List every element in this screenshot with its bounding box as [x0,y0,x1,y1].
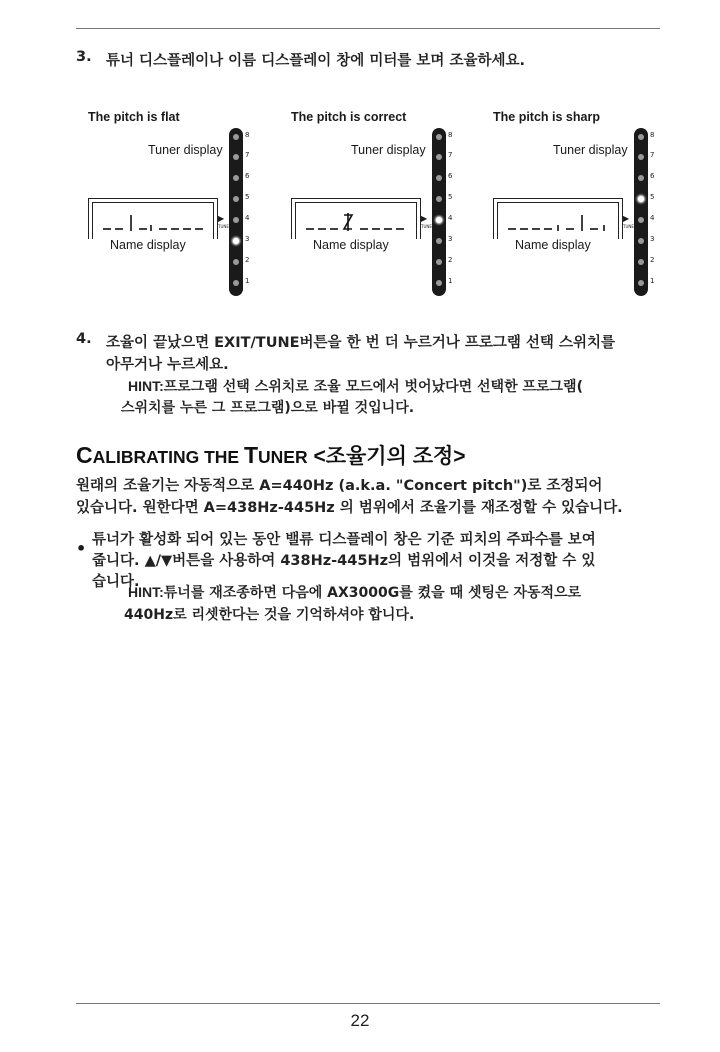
hint-line-2: 스위치를 누른 그 프로그램)으로 바뀔 것입니다. [121,400,415,416]
lcd-display [291,198,421,239]
led-1 [233,280,239,286]
lcd-display [88,198,218,239]
led-5 [436,196,442,202]
diagram-title: The pitch is flat [88,110,180,124]
name-display-label: Name display [110,238,186,252]
step-4-line-1: 조율이 끝났으면 EXIT/TUNE버튼을 한 번 더 누르거나 프로그램 선택 스위치를 [106,335,615,351]
led-8 [436,134,442,140]
led-4 [638,217,644,223]
led-number: 1 [650,277,655,285]
led-1 [638,280,644,286]
led-7 [233,154,239,160]
tuner-meter-graphic [494,199,622,239]
tuner-meter-graphic [89,199,217,239]
bottom-rule [76,1003,660,1004]
tuner-display-label: Tuner display [351,143,426,157]
led-number: 8 [650,131,655,139]
step-4-hint [128,376,583,396]
lcd-display [493,198,623,239]
led-strip [229,128,250,296]
led-number: 7 [448,151,453,159]
led-number: 6 [245,172,250,180]
top-rule [76,28,660,29]
diagram-flat [88,108,268,298]
para-2-line-3: 습니다. [92,574,140,590]
heading-cap-c: C [76,442,93,468]
led-number: 3 [650,235,655,243]
led-8 [233,134,239,140]
para-2-line-2: 줍니다. ▲/▼버튼을 사용하여 438Hz-445Hz의 범위에서 이것을 저정할 수 있 [92,553,596,569]
para-1-line-2: 있습니다. 원한다면 A=438Hz-445Hz 의 범위에서 조율기를 재조정할 수 있습니다. [76,500,623,516]
tuner-display-label: Tuner display [148,143,223,157]
heading-cap-t: T [243,442,259,468]
diagram-title: The pitch is sharp [493,110,600,124]
hint-line-1: 튜너를 재조종하면 다음에 AX3000G를 켰을 때 셋팅은 자동적으로 [163,585,582,601]
tune-mark: TUNE [218,224,229,229]
led-strip [634,128,655,296]
heading-korean: <조율기의 조정> [307,445,466,468]
led-6 [638,175,644,181]
led-number: 5 [650,193,655,201]
led-2 [233,259,239,265]
led-number: 8 [448,131,453,139]
diagram-sharp [493,108,673,298]
led-number: 4 [650,214,655,222]
diagram-title: The pitch is correct [291,110,407,124]
led-5-lit [638,196,644,202]
led-3 [436,238,442,244]
heading-part-2: UNER [258,447,308,467]
step-3-number: 3. [76,49,92,65]
led-number: 4 [448,214,453,222]
led-number: 8 [245,131,250,139]
led-7 [436,154,442,160]
led-5 [233,196,239,202]
step-3-text: 튜너 디스플레이나 이름 디스플레이 창에 미터를 보며 조율하세요. [106,53,526,69]
led-4-lit [436,217,442,223]
led-number: 3 [245,235,250,243]
name-display-label: Name display [313,238,389,252]
para-2-line-1: 튜너가 활성화 되어 있는 동안 밸류 디스플레이 창은 기준 피치의 주파수를 보여 [92,532,596,548]
section-heading [76,440,466,470]
led-number: 5 [448,193,453,201]
led-number: 3 [448,235,453,243]
led-1 [436,280,442,286]
name-display-label: Name display [515,238,591,252]
led-number: 4 [245,214,250,222]
led-number: 6 [650,172,655,180]
led-2 [638,259,644,265]
hint-line-2: 440Hz로 리셋한다는 것을 기억하셔야 합니다. [124,607,415,623]
led-number: 7 [245,151,250,159]
pointer-arrow-icon: ▶ [218,214,225,223]
step-4-number: 4. [76,331,92,347]
tune-mark: TUNE [623,224,634,229]
led-number: 7 [650,151,655,159]
page-number: 22 [350,1011,370,1030]
led-2 [436,259,442,265]
pointer-arrow-icon: ▶ [421,214,428,223]
para-2-hint [128,582,581,602]
tune-mark: TUNE [421,224,432,229]
pointer-arrow-icon: ▶ [623,214,630,223]
hint-line-1: 프로그램 선택 스위치로 조율 모드에서 벗어났다면 선택한 프로그램( [163,379,583,395]
hint-label: HINT: [128,378,164,394]
led-3 [638,238,644,244]
led-4 [233,217,239,223]
step-4-hint-cont [121,397,414,417]
led-number: 1 [448,277,453,285]
led-strip [432,128,453,296]
bullet-icon: • [76,539,87,558]
led-3-lit [233,238,239,244]
led-number: 2 [245,256,250,264]
step-4-line-2: 아무거나 누르세요. [106,357,229,373]
tuner-meter-graphic [292,199,420,239]
led-number: 6 [448,172,453,180]
led-number: 1 [245,277,250,285]
led-number: 2 [650,256,655,264]
para-1-line-1: 원래의 조율기는 자동적으로 A=440Hz (a.k.a. "Concert pitch")로 조정되어 [76,478,603,494]
led-8 [638,134,644,140]
hint-label: HINT: [128,584,164,600]
para-2-hint-cont [124,604,414,624]
led-6 [436,175,442,181]
led-6 [233,175,239,181]
diagram-correct [291,108,471,298]
led-number: 5 [245,193,250,201]
led-number: 2 [448,256,453,264]
tuner-display-label: Tuner display [553,143,628,157]
heading-part-1: ALIBRATING THE [92,447,244,467]
led-7 [638,154,644,160]
